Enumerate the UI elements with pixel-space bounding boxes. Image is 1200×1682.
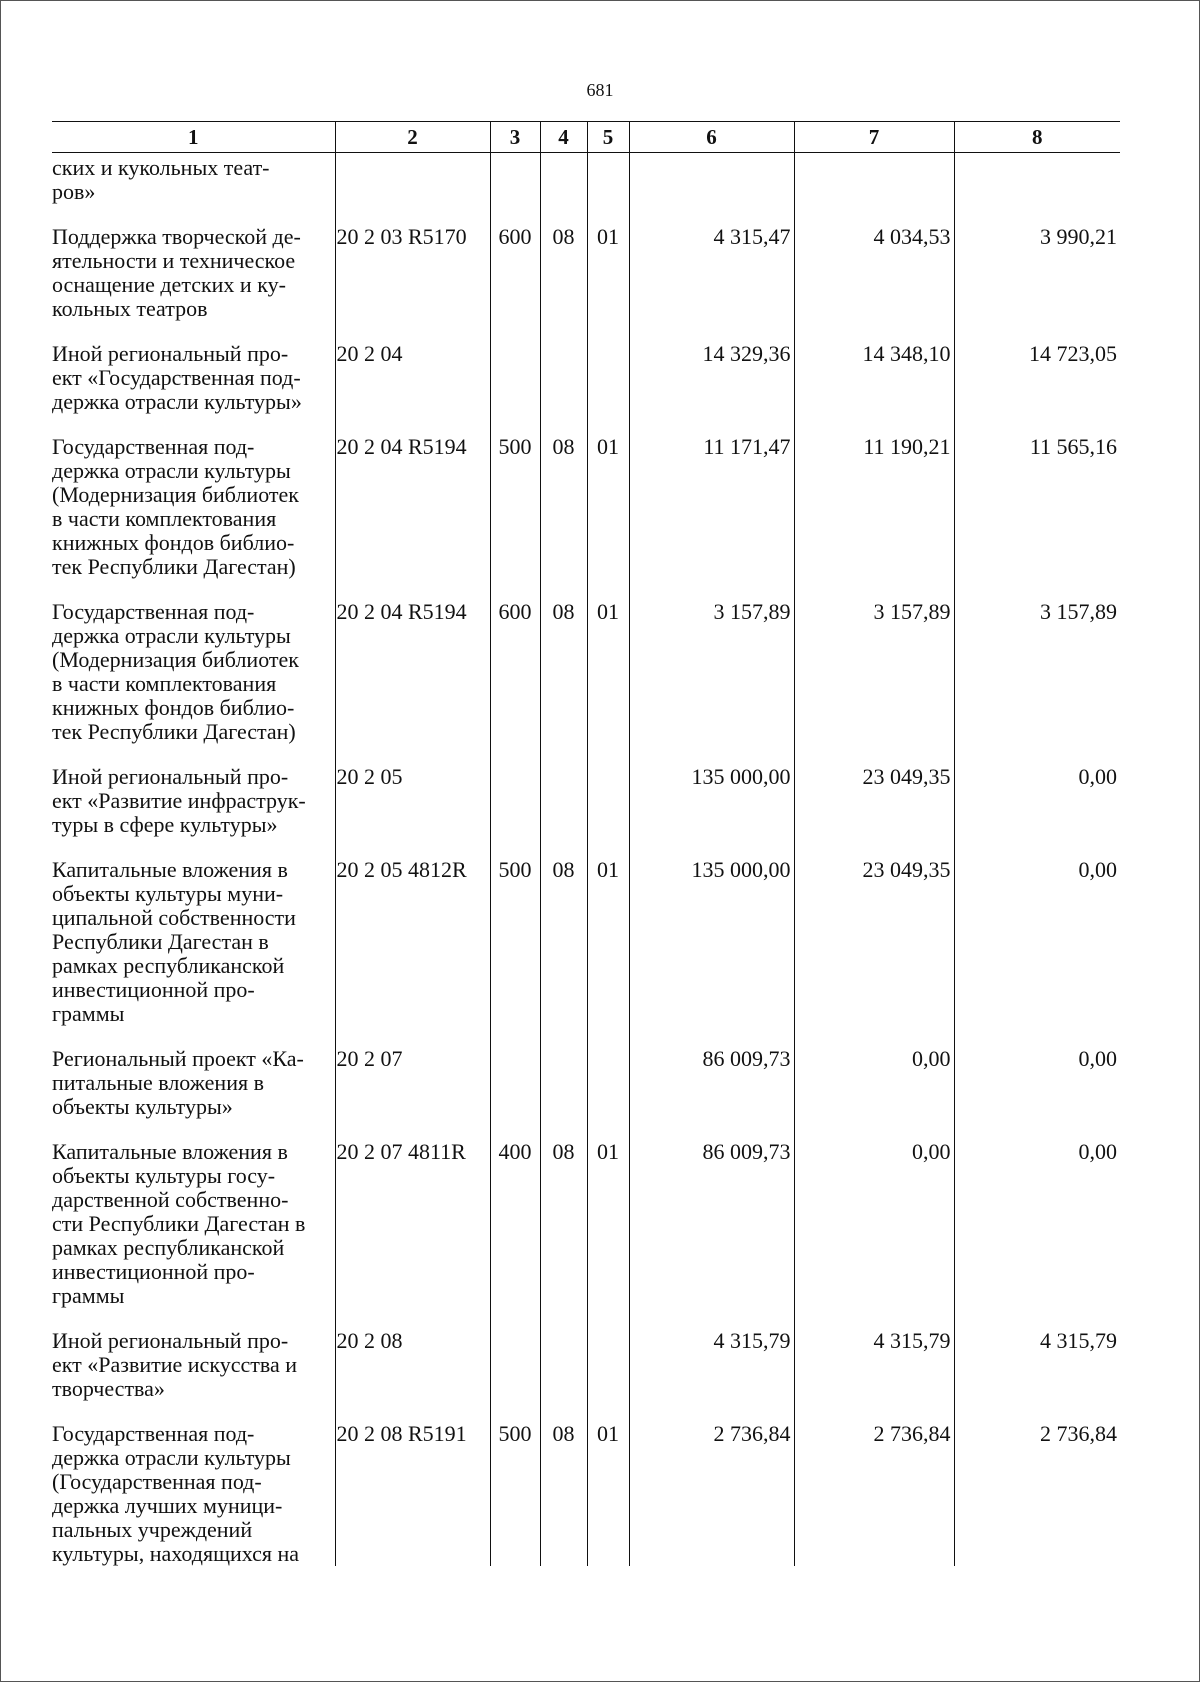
name-cell: Капитальные вложения в объекты культуры муни- ципальной собственности Республики Дагестан в рамках республиканской инвестиционной про- граммы	[52, 857, 296, 1026]
section-cell	[540, 339, 587, 432]
table-row	[52, 153, 1120, 223]
section-cell	[540, 153, 587, 223]
kcsr-code-cell: 20 2 03 R5170	[335, 222, 490, 339]
expense-type-cell: 600	[490, 222, 540, 339]
expense-type-cell: 500	[490, 432, 540, 597]
table-body	[52, 153, 1120, 1567]
section-cell	[540, 762, 587, 855]
subsection-cell	[587, 339, 629, 432]
kcsr-code-cell: 20 2 04 R5194	[335, 597, 490, 762]
name-cell: Поддержка творческой де- ятельности и техническое оснащение детских и ку- кольных театров	[52, 224, 301, 321]
amount-col7-cell: 14 348,10	[794, 339, 954, 432]
column-header-1: 1	[52, 122, 335, 153]
expense-type-cell: 500	[490, 1419, 540, 1566]
subsection-cell: 01	[587, 1419, 629, 1566]
name-cell: Государственная под- держка отрасли культуры (Государственная под- держка лучших муници- пальных учреждений культуры, находящихся на	[52, 1421, 300, 1566]
expense-type-cell	[490, 153, 540, 223]
kcsr-code-cell: 20 2 07	[335, 1044, 490, 1137]
subsection-cell	[587, 762, 629, 855]
amount-col8-cell: 14 723,05	[954, 339, 1120, 432]
table-row	[52, 1137, 1120, 1326]
table-row	[52, 762, 1120, 855]
kcsr-code-cell	[335, 153, 490, 223]
amount-col7-cell: 2 736,84	[794, 1419, 954, 1566]
amount-col8-cell: 0,00	[954, 855, 1120, 1044]
table-row	[52, 222, 1120, 339]
amount-col7-cell: 3 157,89	[794, 597, 954, 762]
amount-col7-cell: 0,00	[794, 1044, 954, 1137]
section-cell: 08	[540, 222, 587, 339]
amount-col8-cell: 0,00	[954, 1044, 1120, 1137]
amount-col7-cell: 0,00	[794, 1137, 954, 1326]
amount-col6-cell: 2 736,84	[629, 1419, 794, 1566]
kcsr-code-cell: 20 2 05 4812R	[335, 855, 490, 1044]
column-header-5: 5	[587, 122, 629, 153]
amount-col7-cell: 4 034,53	[794, 222, 954, 339]
table-row	[52, 1419, 1120, 1566]
kcsr-code-cell: 20 2 05	[335, 762, 490, 855]
table-row	[52, 597, 1120, 762]
amount-col6-cell: 86 009,73	[629, 1044, 794, 1137]
section-cell: 08	[540, 1419, 587, 1566]
amount-col6-cell: 3 157,89	[629, 597, 794, 762]
name-cell: Государственная под- держка отрасли культуры (Модернизация библиотек в части комплектования книжных фондов библио- тек Республики Дагестан)	[52, 434, 299, 579]
subsection-cell	[587, 153, 629, 223]
expense-type-cell	[490, 762, 540, 855]
amount-col6-cell: 135 000,00	[629, 762, 794, 855]
amount-col7-cell	[794, 153, 954, 223]
table-row	[52, 855, 1120, 1044]
page-number: 681	[586, 80, 614, 100]
amount-col6-cell: 135 000,00	[629, 855, 794, 1044]
expense-type-cell	[490, 339, 540, 432]
name-cell: Иной региональный про- ект «Развитие инфраструк- туры в сфере культуры»	[52, 764, 306, 837]
expense-type-cell: 500	[490, 855, 540, 1044]
name-cell: ских и кукольных теат- ров»	[52, 155, 270, 204]
kcsr-code-cell: 20 2 04	[335, 339, 490, 432]
expense-type-cell: 400	[490, 1137, 540, 1326]
section-cell: 08	[540, 1137, 587, 1326]
amount-col6-cell: 14 329,36	[629, 339, 794, 432]
section-cell	[540, 1044, 587, 1137]
amount-col8-cell: 2 736,84	[954, 1419, 1120, 1566]
column-header-2: 2	[335, 122, 490, 153]
amount-col7-cell: 11 190,21	[794, 432, 954, 597]
amount-col8-cell: 0,00	[954, 762, 1120, 855]
name-cell: Иной региональный про- ект «Развитие искусства и творчества»	[52, 1328, 297, 1401]
amount-col8-cell: 4 315,79	[954, 1326, 1120, 1419]
expense-type-cell	[490, 1044, 540, 1137]
kcsr-code-cell: 20 2 08	[335, 1326, 490, 1419]
column-header-6: 6	[629, 122, 794, 153]
amount-col8-cell: 11 565,16	[954, 432, 1120, 597]
budget-table	[52, 121, 1120, 1566]
section-cell: 08	[540, 597, 587, 762]
name-cell: Капитальные вложения в объекты культуры госу- дарственной собственно- сти Республики Дагестан в рамках республиканской инвестиционной про- граммы	[52, 1139, 306, 1308]
subsection-cell: 01	[587, 855, 629, 1044]
amount-col8-cell: 3 157,89	[954, 597, 1120, 762]
amount-col8-cell: 0,00	[954, 1137, 1120, 1326]
amount-col8-cell	[954, 153, 1120, 223]
section-cell: 08	[540, 855, 587, 1044]
kcsr-code-cell: 20 2 07 4811R	[335, 1137, 490, 1326]
name-cell: Региональный проект «Ка- питальные вложения в объекты культуры»	[52, 1046, 304, 1119]
kcsr-code-cell: 20 2 08 R5191	[335, 1419, 490, 1566]
amount-col7-cell: 23 049,35	[794, 762, 954, 855]
column-header-7: 7	[794, 122, 954, 153]
subsection-cell: 01	[587, 432, 629, 597]
subsection-cell: 01	[587, 222, 629, 339]
name-cell: Иной региональный про- ект «Государственная под- держка отрасли культуры»	[52, 341, 302, 414]
table-row	[52, 339, 1120, 432]
amount-col6-cell: 86 009,73	[629, 1137, 794, 1326]
column-header-4: 4	[540, 122, 587, 153]
subsection-cell	[587, 1044, 629, 1137]
expense-type-cell	[490, 1326, 540, 1419]
amount-col6-cell	[629, 153, 794, 223]
table-row	[52, 1326, 1120, 1419]
amount-col7-cell: 23 049,35	[794, 855, 954, 1044]
expense-type-cell: 600	[490, 597, 540, 762]
amount-col8-cell: 3 990,21	[954, 222, 1120, 339]
name-cell: Государственная под- держка отрасли культуры (Модернизация библиотек в части комплектования книжных фондов библио- тек Республики Дагестан)	[52, 599, 299, 744]
amount-col6-cell: 11 171,47	[629, 432, 794, 597]
amount-col6-cell: 4 315,79	[629, 1326, 794, 1419]
amount-col6-cell: 4 315,47	[629, 222, 794, 339]
subsection-cell: 01	[587, 1137, 629, 1326]
section-cell	[540, 1326, 587, 1419]
header-row	[52, 122, 1120, 153]
amount-col7-cell: 4 315,79	[794, 1326, 954, 1419]
subsection-cell	[587, 1326, 629, 1419]
column-header-3: 3	[490, 122, 540, 153]
kcsr-code-cell: 20 2 04 R5194	[335, 432, 490, 597]
table-row	[52, 1044, 1120, 1137]
column-header-8: 8	[954, 122, 1120, 153]
table-row	[52, 432, 1120, 597]
section-cell: 08	[540, 432, 587, 597]
subsection-cell: 01	[587, 597, 629, 762]
